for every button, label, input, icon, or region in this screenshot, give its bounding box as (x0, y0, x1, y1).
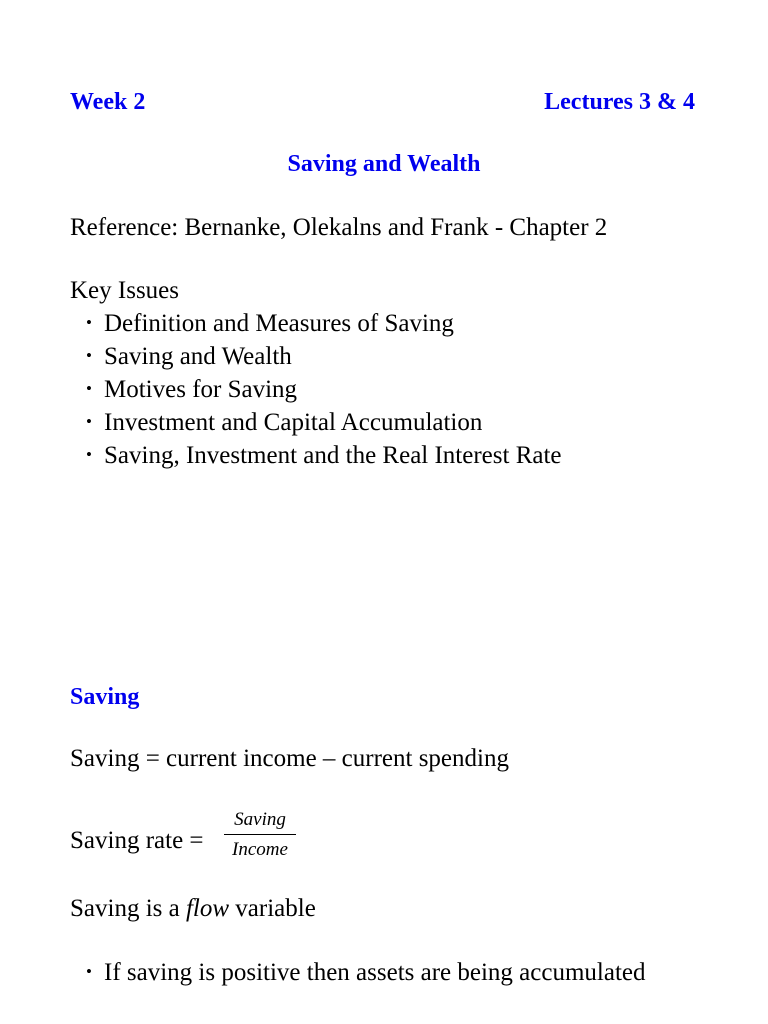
list-item (86, 409, 482, 437)
list-item (86, 442, 562, 470)
list-item-text: If saving is positive then assets are being accumulated (104, 959, 646, 986)
week-label: Week 2 (70, 89, 146, 115)
list-item-text: Investment and Capital Accumulation (104, 409, 483, 436)
bullet-icon: • (86, 313, 92, 332)
bullet-icon: • (86, 445, 92, 464)
list-item (86, 376, 297, 404)
flow-pre-text: Saving is a (70, 895, 186, 922)
saving-rate-label: Saving rate = (70, 827, 204, 854)
saving-rate-fraction (224, 807, 296, 862)
list-item-text: Definition and Measures of Saving (104, 310, 454, 337)
fraction-denominator: Income (232, 839, 288, 860)
lectures-label: Lectures 3 & 4 (544, 89, 695, 115)
page-title: Saving and Wealth (287, 151, 481, 177)
bullet-icon: • (86, 379, 92, 398)
saving-definition: Saving = current income – current spending (70, 745, 509, 772)
key-issues-heading: Key Issues (70, 277, 180, 304)
list-item (86, 310, 454, 338)
fraction-numerator: Saving (224, 807, 296, 835)
list-item-text: Saving, Investment and the Real Interest Rate (104, 442, 562, 469)
list-item (86, 343, 292, 371)
bullet-icon: • (86, 412, 92, 431)
bullet-icon: • (86, 346, 92, 365)
flow-emphasis: flow (185, 895, 230, 922)
flow-variable-line (70, 895, 316, 923)
reference-line: Reference: Bernanke, Olekalns and Frank - Chapter 2 (70, 214, 608, 241)
list-item-text: Motives for Saving (104, 376, 298, 403)
saving-heading: Saving (70, 684, 140, 710)
list-item (86, 959, 646, 987)
flow-post-text: variable (229, 895, 316, 922)
bullet-icon: • (86, 962, 92, 981)
list-item-text: Saving and Wealth (104, 343, 292, 370)
